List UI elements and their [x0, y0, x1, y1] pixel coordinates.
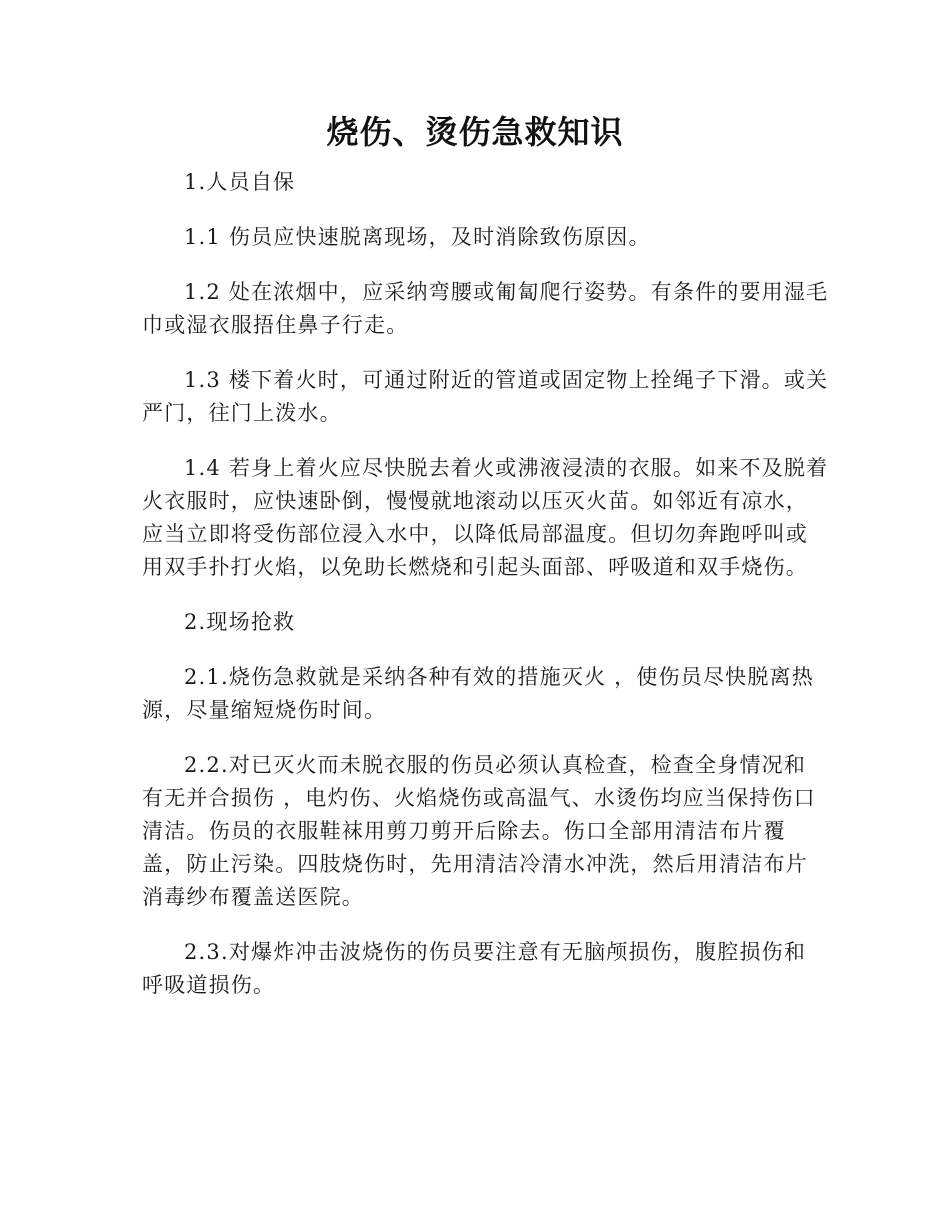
paragraph-line: 2.1.烧伤急救就是采纳各种有效的措施灭火 ，使伤员尽快脱离热 [184, 665, 814, 689]
paragraph-line: 消毒纱布覆盖送医院。 [142, 885, 364, 909]
paragraph-line: 巾或湿衣服捂住鼻子行走。 [142, 313, 409, 337]
paragraph-line: 2.现场抢救 [184, 610, 296, 634]
paragraph-line: 用双手扑打火焰，以免助长燃烧和引起头面部、呼吸道和双手烧伤。 [142, 555, 808, 579]
paragraph-line: 1.1 伤员应快速脱离现场，及时消除致伤原因。 [184, 225, 651, 249]
paragraph-line: 1.4 若身上着火应尽快脱去着火或沸液浸渍的衣服。如来不及脱着 [184, 456, 829, 480]
paragraph-line: 应当立即将受伤部位浸入水中，以降低局部温度。但切勿奔跑呼叫或 [142, 522, 808, 546]
paragraph-line: 源，尽量缩短烧伤时间。 [142, 698, 387, 722]
paragraph-line: 呼吸道损伤。 [142, 973, 276, 997]
paragraph [142, 221, 808, 254]
paragraph-line: 有无并合损伤 ，电灼伤、火焰烧伤或高温气、水烫伤均应当保持伤口 [142, 786, 816, 810]
paragraph [142, 166, 808, 199]
paragraph-line: 1.3 楼下着火时，可通过附近的管道或固定物上拴绳子下滑。或关 [184, 368, 829, 392]
paragraph [142, 364, 829, 430]
document-title: 烧伤、烫伤急救知识 [326, 113, 624, 151]
paragraph-line: 1.2 处在浓烟中，应采纳弯腰或匍匐爬行姿势。有条件的要用湿毛 [184, 280, 829, 304]
paragraph [142, 936, 808, 1002]
paragraph [142, 749, 816, 914]
paragraph-line: 严门，往门上泼水。 [142, 401, 342, 425]
paragraph [142, 606, 808, 639]
paragraph-line: 清洁。伤员的衣服鞋袜用剪刀剪开后除去。伤口全部用清洁布片覆 [142, 819, 786, 843]
paragraph [142, 661, 814, 727]
paragraph-line: 2.2.对已灭火而未脱衣服的伤员必须认真检查，检查全身情况和 [184, 753, 807, 777]
paragraph-line: 盖，防止污染。四肢烧伤时，先用清洁冷清水冲洗，然后用清洁布片 [142, 852, 808, 876]
paragraph-line: 1.人员自保 [184, 170, 296, 194]
paragraph-line: 火衣服时，应快速卧倒，慢慢就地滚动以压灭火苗。如邻近有凉水， [142, 489, 808, 513]
document-body [142, 166, 829, 1024]
paragraph [142, 452, 829, 584]
paragraph [142, 276, 829, 342]
paragraph-line: 2.3.对爆炸冲击波烧伤的伤员要注意有无脑颅损伤，腹腔损伤和 [184, 940, 807, 964]
